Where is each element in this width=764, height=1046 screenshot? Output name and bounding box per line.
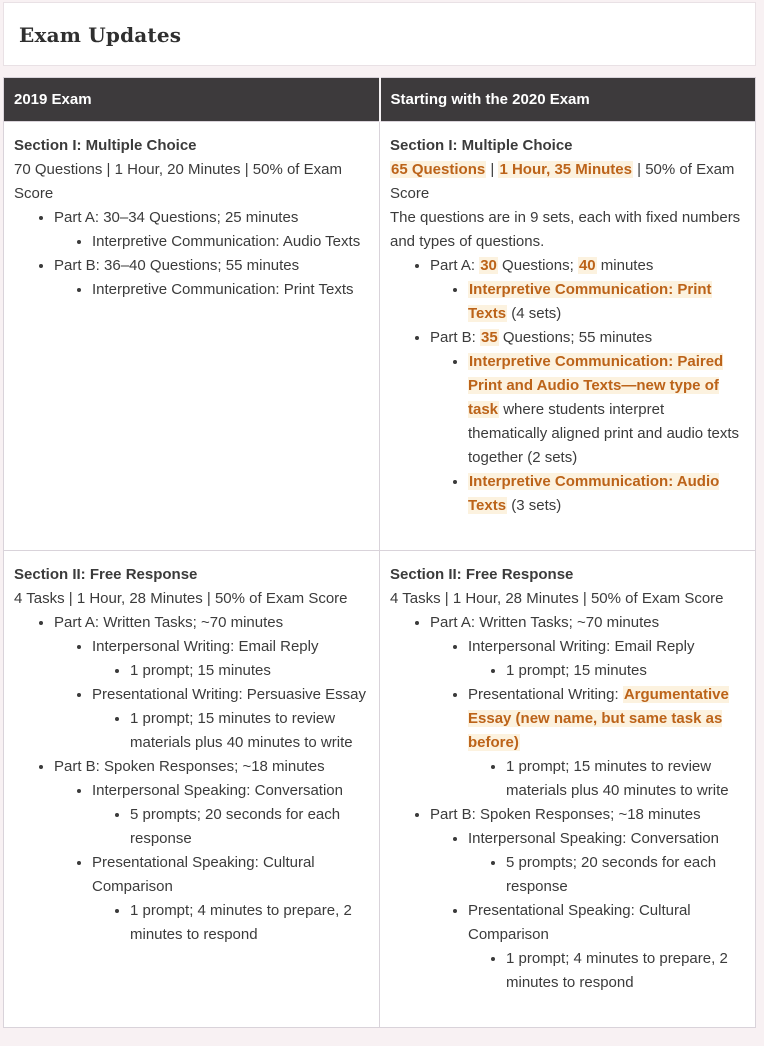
bullet-list bbox=[92, 707, 369, 755]
highlighted-change-text: 35 bbox=[481, 329, 498, 346]
list-item: • 1 prompt; 15 minutes to review materials plus 40 minutes to write bbox=[130, 707, 369, 755]
bullet-list bbox=[430, 350, 745, 518]
highlighted-change-text: 30 bbox=[480, 257, 497, 274]
list-item: • Part A: Written Tasks; ~70 minutes • Interpersonal Writing: Email Reply • 1 prompt; 15 minutes • Presentational Writing: Argumentative Essay (new name, but same task as before) • 1 prompt; 15 minutes to review materials plus 40 minutes to write bbox=[430, 611, 745, 803]
bullet-list bbox=[54, 779, 369, 947]
table-header-row bbox=[4, 78, 756, 122]
column-header-2020-exam: Starting with the 2020 Exam bbox=[380, 78, 756, 122]
table-row-section-2 bbox=[4, 551, 756, 1028]
bullet-list bbox=[14, 611, 369, 947]
highlighted-change-text: 65 Questions bbox=[391, 161, 486, 178]
bullet-list bbox=[430, 827, 745, 995]
list-item: • Interpretive Communication: Paired Print and Audio Texts—new type of task where students interpret thematically aligned print and audio texts together (2 sets) bbox=[468, 350, 745, 470]
list-item: • Presentational Speaking: Cultural Comparison • 1 prompt; 4 minutes to prepare, 2 minutes to respond bbox=[468, 899, 745, 995]
section-heading: Section II: Free Response bbox=[14, 566, 198, 583]
highlighted-change-text: Interpretive Communication: Audio Texts bbox=[468, 473, 720, 514]
page-title: Exam Updates bbox=[19, 23, 182, 47]
table-header bbox=[4, 78, 756, 122]
section-heading: Section I: Multiple Choice bbox=[390, 137, 573, 154]
list-item: • Interpersonal Speaking: Conversation • 5 prompts; 20 seconds for each response bbox=[468, 827, 745, 899]
cell-2019-section-1-multiple-choice bbox=[4, 122, 380, 551]
bullet-list bbox=[92, 803, 369, 851]
highlighted-change-text: Interpretive Communication: Paired Print and Audio Texts—new type of task bbox=[468, 353, 724, 418]
list-item: • Interpretive Communication: Print Texts bbox=[92, 278, 369, 302]
list-item: • 1 prompt; 15 minutes bbox=[506, 659, 745, 683]
list-item: • 5 prompts; 20 seconds for each response bbox=[506, 851, 745, 899]
list-item: • Part B: Spoken Responses; ~18 minutes • Interpersonal Speaking: Conversation • 5 prompts; 20 seconds for each response • Presentational Speaking: Cultural Comparison • 1 prompt; 4 minutes to prepare, 2 minutes to respond bbox=[54, 755, 369, 947]
section-summary: The questions are in 9 sets, each with fixed numbers and types of questions. bbox=[390, 209, 741, 250]
highlighted-change-text: 40 bbox=[578, 257, 596, 274]
bullet-list bbox=[468, 947, 745, 995]
bullet-list bbox=[468, 755, 745, 803]
bullet-list bbox=[92, 899, 369, 947]
list-item: • Interpersonal Writing: Email Reply • 1 prompt; 15 minutes bbox=[92, 635, 369, 683]
section-heading: Section II: Free Response bbox=[390, 566, 574, 583]
list-item: • 1 prompt; 4 minutes to prepare, 2 minutes to respond bbox=[506, 947, 745, 995]
section-summary: 4 Tasks | 1 Hour, 28 Minutes | 50% of Exam Score bbox=[390, 590, 724, 607]
list-item: • Part A: Written Tasks; ~70 minutes • Interpersonal Writing: Email Reply • 1 prompt; 15 minutes • Presentational Writing: Persuasive Essay • 1 prompt; 15 minutes to review materials plus 40 minutes to write bbox=[54, 611, 369, 755]
section-heading: Section I: Multiple Choice bbox=[14, 137, 197, 154]
bullet-list bbox=[468, 659, 745, 683]
list-item: • Part A: 30 Questions; 40 minutes • Interpretive Communication: Print Texts (4 sets) bbox=[430, 254, 745, 326]
column-header-2019-exam: 2019 Exam bbox=[4, 78, 380, 122]
bullet-list bbox=[430, 278, 745, 326]
list-item: • Interpretive Communication: Audio Texts (3 sets) bbox=[468, 470, 745, 518]
section-summary: 65 Questions | 1 Hour, 35 Minutes | 50% of Exam Score bbox=[390, 161, 735, 202]
highlighted-change-text: 1 Hour, 35 Minutes bbox=[499, 161, 632, 178]
list-item: • Presentational Writing: Persuasive Essay • 1 prompt; 15 minutes to review materials plus 40 minutes to write bbox=[92, 683, 369, 755]
highlighted-change-text: Interpretive Communication: Print Texts bbox=[468, 281, 712, 322]
list-item: • Part B: 36–40 Questions; 55 minutes • Interpretive Communication: Print Texts bbox=[54, 254, 369, 302]
table-row-section-1 bbox=[4, 122, 756, 551]
highlighted-change-text: Argumentative Essay (new name, but same task as before) bbox=[468, 686, 729, 751]
bullet-list bbox=[390, 611, 745, 995]
bullet-list bbox=[54, 635, 369, 755]
list-item: • 1 prompt; 15 minutes bbox=[130, 659, 369, 683]
cell-2020-section-2-free-response bbox=[380, 551, 756, 1028]
bullet-list bbox=[468, 851, 745, 899]
cell-2019-section-2-free-response bbox=[4, 551, 380, 1028]
list-item: • Part B: Spoken Responses; ~18 minutes • Interpersonal Speaking: Conversation • 5 prompts; 20 seconds for each response • Presentational Speaking: Cultural Comparison • 1 prompt; 4 minutes to prepare, 2 minutes to respond bbox=[430, 803, 745, 995]
bullet-list bbox=[54, 230, 369, 254]
list-item: • 1 prompt; 15 minutes to review materials plus 40 minutes to write bbox=[506, 755, 745, 803]
list-item: • Interpretive Communication: Audio Texts bbox=[92, 230, 369, 254]
bullet-list bbox=[390, 254, 745, 518]
list-item: • Part B: 35 Questions; 55 minutes • Interpretive Communication: Paired Print and Audio Texts—new type of task where students interpret thematically aligned print and audio texts together (2 sets) • Interpretive Communication: Audio Texts (3 sets) bbox=[430, 326, 745, 518]
list-item: • Interpretive Communication: Print Texts (4 sets) bbox=[468, 278, 745, 326]
bullet-list bbox=[430, 635, 745, 803]
exam-comparison-table bbox=[3, 77, 756, 1028]
section-summary: 70 Questions | 1 Hour, 20 Minutes | 50% of Exam Score bbox=[14, 161, 342, 202]
list-item: • Interpersonal Speaking: Conversation • 5 prompts; 20 seconds for each response bbox=[92, 779, 369, 851]
bullet-list bbox=[54, 278, 369, 302]
title-card bbox=[3, 2, 756, 66]
cell-2020-section-1-multiple-choice bbox=[380, 122, 756, 551]
list-item: • Presentational Speaking: Cultural Comparison • 1 prompt; 4 minutes to prepare, 2 minutes to respond bbox=[92, 851, 369, 947]
section-summary: 4 Tasks | 1 Hour, 28 Minutes | 50% of Exam Score bbox=[14, 590, 348, 607]
list-item: • Part A: 30–34 Questions; 25 minutes • Interpretive Communication: Audio Texts bbox=[54, 206, 369, 254]
bullet-list bbox=[92, 659, 369, 683]
list-item: • Presentational Writing: Argumentative Essay (new name, but same task as before) • 1 prompt; 15 minutes to review materials plus 40 minutes to write bbox=[468, 683, 745, 803]
bullet-list bbox=[14, 206, 369, 302]
list-item: • 5 prompts; 20 seconds for each response bbox=[130, 803, 369, 851]
list-item: • Interpersonal Writing: Email Reply • 1 prompt; 15 minutes bbox=[468, 635, 745, 683]
list-item: • 1 prompt; 4 minutes to prepare, 2 minutes to respond bbox=[130, 899, 369, 947]
